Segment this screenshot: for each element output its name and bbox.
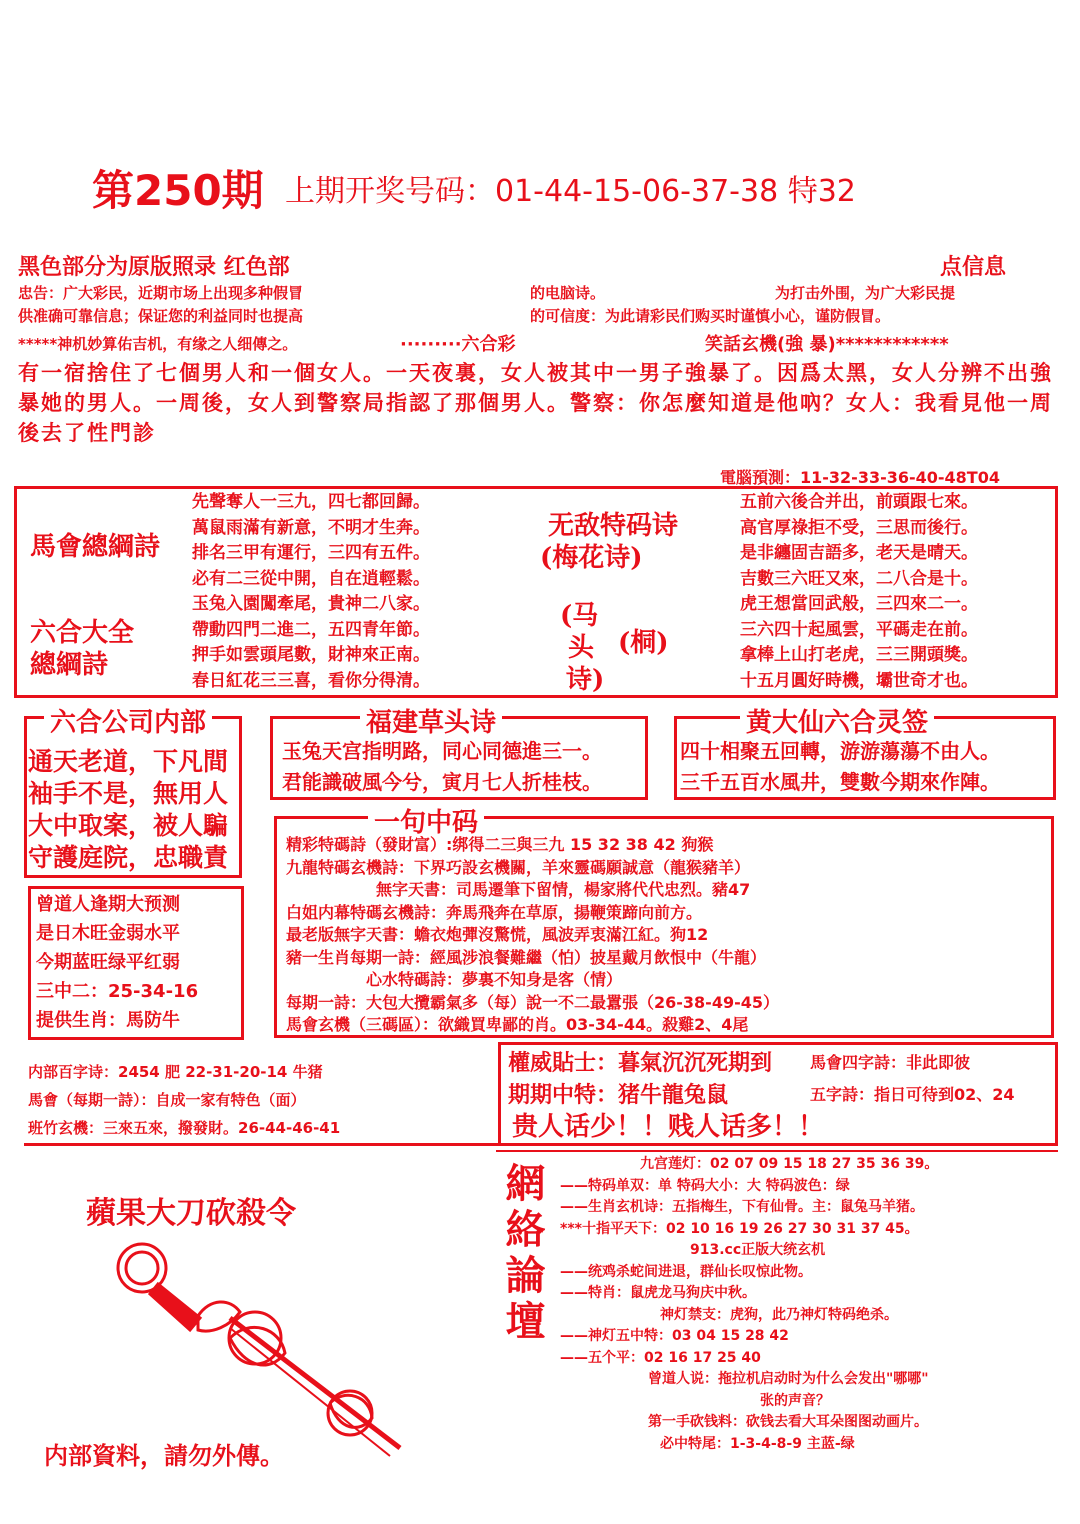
forum-line: ——生肖玄机诗：五指梅生，下有仙骨。主：鼠兔马羊猪。 [560,1199,924,1215]
zeng-lines [36,890,198,1035]
yiju-line: 無字天書：司馬遷筆下留情，楊家將代代忠烈。豬47 [376,880,751,899]
poem-left-line: 先聲奪人一三九，四七都回歸。 [192,492,430,512]
poem-right-line: 十五月圓好時機，壩世奇才也。 [740,670,978,691]
company-title: 六合公司内部 [44,702,212,739]
fujian-title: 福建草头诗 [360,702,502,739]
internal-line: 班竹玄機：三來五來，撥發財。26-44-46-41 [28,1119,341,1137]
fujian-line: 玉兔天宫指明路，同心同德進三一。 [282,739,602,763]
apple-title: 蘋果大刀砍殺令 [86,1196,296,1231]
yiju-line: 每期一詩：大包大攬霸氣多（每）說一不二最囂張（26-38-49-45） [286,992,779,1012]
forum-line: 必中特尾：1-3-4-8-9 主蓝-绿 [660,1435,855,1452]
company-line: 袖手不是，無用人 [28,779,229,808]
poem-right-line: 拿棒上山打老虎，三三開頭獎。 [740,645,978,665]
authority-line1b: 馬會四字詩：非此即彼 [810,1053,971,1072]
yiju-lines [286,834,779,1037]
forum-line: ——特肖：鼠虎龙马狗庆中秋。 [560,1285,756,1301]
internal-line: 馬會（每期一詩）：自成一家有特色（面） [28,1091,306,1109]
yiju-line: 豬一生肖每期一詩：經風涉浪餐難繼（怕）披星戴月飲恨中（牛龍） [286,947,767,967]
poem-left-line: 帶動四門二進二，五四青年節。 [192,619,430,640]
notice-line1-mid: 的电脑诗。 [530,284,606,302]
mid-sub-d: (桐) [618,628,669,658]
poem-right-line: 吉數三六旺又來，二八合是十。 [740,568,978,589]
huang-line: 三千五百水風井，雙數今期來作陣。 [680,770,1000,794]
company-line: 通天老道，下凡間 [28,747,229,776]
last-draw-numbers: 上期开奖号码：01-44-15-06-37-38 特32 [285,174,856,209]
poem-left-line: 春日紅花三三喜，看你分得清。 [192,670,430,691]
yiju-line: 馬會玄機（三碼區）：欲織買卑鄙的肖。03-34-44。殺雞2、4尾 [286,1015,749,1034]
mid-sub-a: (马 [560,601,599,631]
forum-divider [496,1150,1058,1152]
forum-line: ——统鸡杀蛇间进退，群仙长叹惊此物。 [560,1263,812,1280]
forum-line: ——神灯五中特：03 04 15 28 42 [560,1328,789,1344]
company-line: 守護庭院，忠職責 [28,843,229,872]
notice-line3-right: 笑話玄機(強 暴)************ [705,334,949,355]
authority-line1a: 權威貼士：暮氣沉沉死期到 [508,1050,773,1076]
mid-sub-c: 诗) [566,665,605,695]
notice-line2-left: 供准确可靠信息；保证您的利益同时也提高 [18,307,304,325]
label-liuhe-a: 六合大全 [30,618,135,648]
mid-title-b: (梅花诗) [540,543,643,573]
forum-line: 第一手砍钱料：砍钱去看大耳朵图图动画片。 [648,1414,928,1430]
forum-vertical-title: 網絡論壇 [499,1162,546,1346]
zeng-line: 提供生肖：馬防牛 [36,1010,180,1031]
forum-line: ——特码单双：单 特码大小：大 特码波色：绿 [560,1177,850,1194]
poem-left-line: 玉兔入園闖牽尾，貴神二八家。 [192,594,430,614]
authority-line2b: 五字詩：指日可待到02、24 [810,1085,1015,1104]
forum-line: 张的声音？ [760,1392,830,1409]
yiju-line: 心水特碼詩：夢裏不知身是客（情） [366,970,623,989]
forum-line: 曾道人说：拖拉机启动时为什么会发出"哪哪" [648,1371,929,1387]
forum-line: 九宫莲灯：02 07 09 15 18 27 35 36 39。 [640,1156,939,1172]
forum-line: ——五个平：02 16 17 25 40 [560,1349,761,1366]
zeng-line: 曾道人逢期大预测 [36,894,180,915]
company-lines [28,746,228,874]
zeng-line: 今期蓝旺绿平红弱 [36,952,180,973]
internal-line: 内部百字诗：2454 肥 22-31-20-14 牛猪 [28,1063,323,1081]
huang-line: 四十相聚五回轉，游游蕩蕩不由人。 [680,739,1000,763]
yiju-line: 最老版無字天書：蟾衣炮彈沒驚慌，風波弄衷滿江紅。狗12 [286,925,709,944]
forum-line: 913.cc正版大统玄机 [690,1242,826,1258]
notice-line3-mid: ·········六合彩 [400,334,516,355]
zeng-line: 三中二：25-34-16 [36,981,199,1002]
mid-sub-b: 头 [568,633,595,663]
poem-left-line: 必有二三從中開，自在逍輕鬆。 [192,568,430,589]
notice-title-right: 点信息 [940,255,1007,280]
huang-title: 黄大仙六合灵签 [740,702,934,739]
forum-line: 神灯禁支：虎狗，此乃神灯特码绝杀。 [660,1306,898,1323]
company-line: 大中取案，被人騙 [28,811,229,840]
zeng-line: 是日木旺金弱水平 [36,923,180,944]
forum-lines [560,1154,938,1455]
fujian-line: 君能識破風今兮，寅月七人折桂枝。 [282,770,602,794]
authority-line2a: 期期中特：猪牛龍兔鼠 [508,1082,729,1108]
issue-number: 第250期 [92,166,264,215]
notice-line1-left: 忠告：广大彩民，近期市场上出现多种假冒 [18,284,304,302]
label-liuhe-b: 總綱詩 [30,650,109,680]
poem-right-list [740,490,978,694]
poem-right-line: 虎王想當回武般，三四來二一。 [740,594,978,614]
label-mahui-poem: 馬會總綱詩 [30,532,161,562]
yiju-title: 一句中码 [368,802,484,839]
joke-story: 有一宿捨住了七個男人和一個女人。一天夜裏，女人被其中一男子強暴了。因爲太黑，女人分辨不出強暴她的男人。一周後，女人到警察局指認了那個男人。警察：你怎麼知道是他吶？女人：我看見他一周後去了性門診 [18,361,1053,445]
poem-left-line: 押手如雲頭尾數，財神來正南。 [192,645,430,665]
yiju-line: 精彩特碼詩（發財富）:绑得二三與三九 15 32 38 42 狗猴 [286,835,714,854]
forum-line: ***十指平天下：02 10 16 19 26 27 30 31 37 45。 [560,1220,919,1237]
mid-title-a: 无敌特码诗 [548,511,679,541]
notice-line3-left: *****神机妙算佑吉机，有缘之人细傳之。 [18,335,298,353]
poem-left-line: 排名三甲有運行，三四有五件。 [192,543,430,563]
computer-prediction: 電腦預測：11-32-33-36-40-48T04 [720,468,1000,487]
yiju-line: 九龍特碼玄機詩：下界巧設玄機關，羊來靈碼願誠意（龍猴豬羊） [286,857,751,877]
fujian-lines [282,736,602,798]
sword-illustration [80,1238,420,1468]
yiju-line: 白姐内幕特碼玄機詩：奔馬飛奔在草原，揚鞭策蹄向前方。 [286,902,703,922]
poem-left-line: 萬鼠雨滿有新意，不明才生奔。 [192,517,430,538]
poem-right-line: 五前六後合并出，前頭跟七來。 [740,492,978,512]
poem-left-list [192,490,430,694]
notice-line2-right: 的可信度：为此请彩民们购买时谨慎小心，谨防假冒。 [530,307,891,325]
internal-lines [28,1058,340,1142]
huang-lines [680,736,1000,798]
poem-right-line: 高官厚祿拒不受，三思而後行。 [740,517,978,538]
poem-right-line: 是非纏固吉語多，老天是晴天。 [740,543,978,563]
slogan: 贵人话少！！贱人话多！！ [512,1112,825,1142]
notice-title-left: 黑色部分为原版照录 红色部 [18,255,290,280]
poem-right-line: 三六四十起風雲，平碼走在前。 [740,619,978,640]
notice-line1-right: 为打击外围，为广大彩民提 [775,284,956,302]
apple-footer: 内部資料，請勿外傳。 [44,1441,284,1470]
